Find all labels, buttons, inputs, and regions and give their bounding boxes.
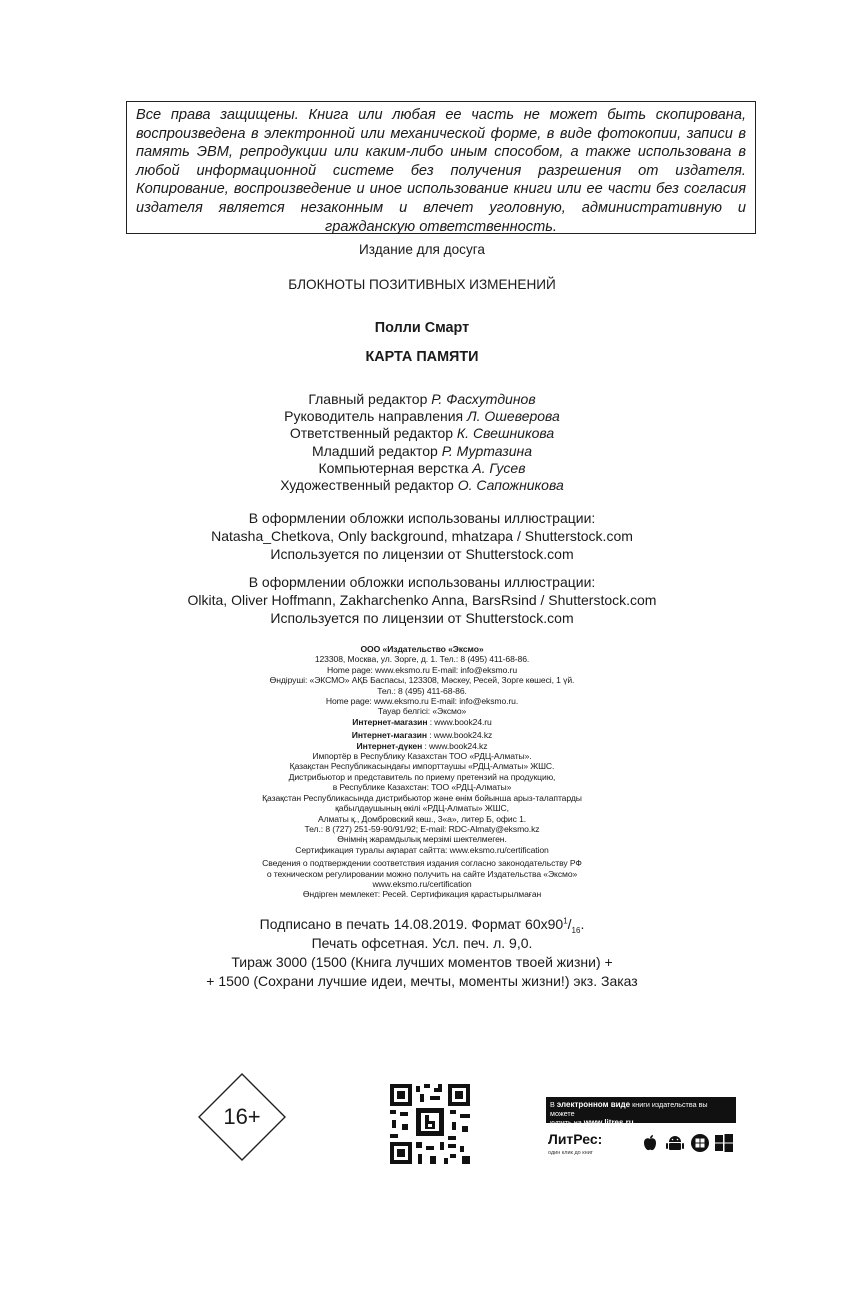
credit-line: Главный редактор Р. Фасхутдинов (308, 391, 536, 407)
windows-icon (714, 1133, 734, 1153)
qr-code-icon (390, 1084, 470, 1164)
shop-line: Интернет-дүкен : www.book24.kz (356, 740, 488, 751)
credits-block (0, 391, 844, 494)
edition-type: Издание для досуга (359, 242, 485, 257)
apple-icon (640, 1133, 660, 1153)
rights-notice: Все права защищены. Книга или любая ее часть не может быть скопирована, воспроизведена в электронной или механической форме, в виде фотокопии, записи в память ЭВМ, репродукции или каким-либо иным способом, а также использована в любой информационной системе без получения разрешения от издателя. Копирование, воспроизведение и иное использование книги или ее части без согласия издателя является незаконным и влечет уголовную, административную и гражданскую ответственность. (136, 107, 746, 235)
credit-line: Ответственный редактор К. Свешникова (289, 425, 555, 442)
print-info: Подписано в печать 14.08.2019. Формат $60x90^1/_{16}$. Печать офсетная. Усл. печ. л. 9,0. Тираж 3000 (1500 (Книга лучших моментов твоей жизни) + + 1500 (Сохрани лучшие идеи, мечты, моменты жизни!) экз. Заказ (0, 915, 844, 991)
shop-line: Интернет-магазин : www.book24.ru (352, 716, 492, 727)
credit-line: Компьютерная верстка А. Гусев (318, 459, 526, 476)
author: Полли Смарт (374, 320, 470, 336)
book-title: КАРТА ПАМЯТИ (365, 349, 479, 365)
credit-line: Художественный редактор О. Сапожникова (280, 477, 564, 494)
qr-code (390, 1084, 470, 1164)
publisher-name: ООО «Издательство «Эксмо» (360, 644, 484, 654)
android-icon (665, 1133, 685, 1153)
litres-promo (546, 1097, 736, 1167)
litres-logo: ЛитРес: (548, 1131, 603, 1147)
series-name: БЛОКНОТЫ ПОЗИТИВНЫХ ИЗМЕНЕНИЙ (288, 277, 556, 292)
credit-line: Руководитель направления Л. Ошеверова (284, 408, 560, 425)
age-rating-text: 16+ (223, 1104, 261, 1129)
credit-line: Младший редактор Р. Муртазина (311, 442, 533, 459)
age-rating-badge (198, 1073, 286, 1161)
litres-tagline: один клик до книг (548, 1150, 593, 1156)
illustration-credits-2: В оформлении обложки использованы иллюстрации: Olkita, Oliver Hoffmann, Zakharchenko Anna, BarsRsind / Shutterstock.com Используется по лицензии от Shutterstock.com (187, 574, 657, 626)
publisher-block: ООО «Издательство «Эксмо» 123308, Москва, ул. Зорге, д. 1. Тел.: 8 (495) 411-68-86. Home page: www.eksmo.ru E-mail: info@eksmo.ru Өндіруші: «ЭКСМО» АҚБ Баспасы, 123308, Мәскеу, Ресей, Зорге көшесі, 1 үй. Тел.: 8 (495) 411-68-86. Home page: www.eksmo.ru E-mail: info@eksmo.ru. Тауар белгісі: «Эксмо» Интернет-магазин : www.book24.ru Интернет-магазин : www.book24.kz Интернет-дүкен : www.book24.kz Импортёр в Республику Казахстан ТОО «РДЦ-Алматы». Қазақстан Республикасындағы импорттаушы «РДЦ-Алматы» ЖШС. Дистрибьютор и представитель по приему претензий на продукцию, в Республике Казахстан: ТОО «РДЦ-Алматы» Қазақстан Республикасында дистрибьютор және өнім бойынша арыз-талаптарды қабылдаушының өкілі «РДЦ-Алматы» ЖШС, Алматы қ., Домбровский көш., 3«а», литер Б, офис 1. Тел.: 8 (727) 251-59-90/91/92; E-mail: RDC-Almaty@eksmo.kz Өнімнің жарамдылық мерзімі шектелмеген. Сертификация туралы ақпарат сайтта: www.eksmo.ru/certification Сведения о подтверждении соответствия издания согласно законодательству РФ о техническом регулировании можно получить на сайте Издательства «Эксмо» www.eksmo.ru/certification Өндірген мемлекет: Ресей. Сертификация қарастырылмаған (0, 644, 844, 900)
illustration-credits-1: В оформлении обложки использованы иллюстрации: Natasha_Chetkova, Only background, mhatzapa / Shutterstock.com Используется по лицензии от Shutterstock.com (211, 510, 633, 562)
litres-banner: В электронном виде книги издательства вы можете купить на www.litres.ru (546, 1097, 736, 1123)
shop-line: Интернет-магазин : www.book24.kz (351, 730, 493, 741)
windows-phone-icon (690, 1133, 710, 1153)
print-format-line: Подписано в печать 14.08.2019. Формат $60x90^1/_{16}$. (259, 916, 585, 935)
rights-notice-box (126, 101, 756, 234)
